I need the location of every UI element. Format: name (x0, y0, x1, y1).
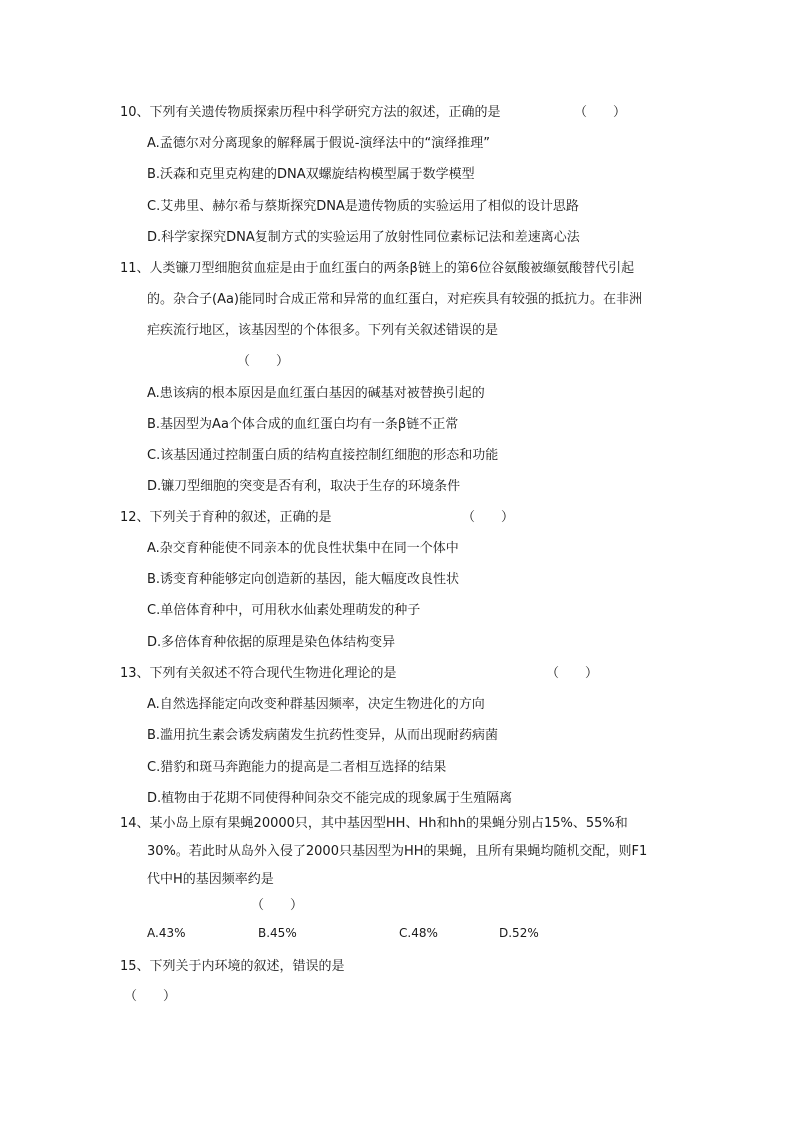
q10-option-d: D.科学家探究DNA复制方式的实验运用了放射性同位素标记法和差速离心法 (147, 230, 580, 245)
q13-option-b: B.滥用抗生素会诱发病菌发生抗药性变异，从而出现耐药病菌 (147, 728, 499, 743)
q12-stem: 12、下列关于育种的叙述，正确的是 (120, 510, 332, 525)
q13-option-d: D.植物由于花期不同使得种间杂交不能完成的现象属于生殖隔离 (147, 791, 513, 806)
q10-option-b: B.沃森和克里克构建的DNA双螺旋结构模型属于数学模型 (147, 167, 475, 182)
q14-option-a: A.43% (147, 926, 186, 940)
q11-option-a: A.患该病的根本原因是血红蛋白基因的碱基对被替换引起的 (147, 386, 485, 401)
q12-answer-paren: （ ） (462, 510, 515, 525)
q12-option-d: D.多倍体育种依据的原理是染色体结构变异 (147, 635, 396, 650)
q11-stem-line3: 疟疾流行地区，该基因型的个体很多。下列有关叙述错误的是 (147, 323, 499, 338)
q15-stem: 15、下列关于内环境的叙述，错误的是 (120, 959, 345, 974)
q14-option-c: C.48% (399, 926, 438, 940)
q11-option-b: B.基因型为Aa个体合成的血红蛋白均有一条β链不正常 (147, 417, 459, 432)
q11-answer-paren: （ ） (237, 354, 290, 369)
q10-stem: 10、下列有关遗传物质探索历程中科学研究方法的叙述，正确的是 (120, 105, 501, 120)
q13-option-a: A.自然选择能定向改变种群基因频率，决定生物进化的方向 (147, 697, 485, 712)
q10-option-c: C.艾弗里、赫尔希与蔡斯探究DNA是遗传物质的实验运用了相似的设计思路 (147, 199, 579, 214)
q12-option-b: B.诱变育种能够定向创造新的基因，能大幅度改良性状 (147, 572, 460, 587)
q11-stem-line2: 的。杂合子(Aa)能同时合成正常和异常的血红蛋白，对疟疾具有较强的抵抗力。在非洲 (147, 292, 643, 307)
q14-stem-line1: 14、某小岛上原有果蝇20000只，其中基因型HH、Hh和hh的果蝇分别占15%、55%和 (120, 816, 628, 831)
q14-answer-paren: （ ） (251, 898, 304, 913)
q14-option-d: D.52% (499, 926, 539, 940)
q13-option-c: C.猎豹和斑马奔跑能力的提高是二者相互选择的结果 (147, 760, 447, 775)
q15-answer-paren: （ ） (124, 989, 177, 1004)
q12-option-a: A.杂交育种能使不同亲本的优良性状集中在同一个体中 (147, 541, 459, 556)
q14-stem-line3: 代中H的基因频率约是 (147, 872, 274, 887)
q14-stem-line2: 30%。若此时从岛外入侵了2000只基因型为HH的果蝇，且所有果蝇均随机交配，则F1 (147, 844, 648, 859)
q14-option-b: B.45% (258, 926, 297, 940)
q11-option-c: C.该基因通过控制蛋白质的结构直接控制红细胞的形态和功能 (147, 448, 499, 463)
q11-option-d: D.镰刀型细胞的突变是否有利，取决于生存的环境条件 (147, 479, 461, 494)
q10-option-a: A.孟德尔对分离现象的解释属于假说-演绎法中的“演绎推理” (147, 136, 490, 151)
q13-stem: 13、下列有关叙述不符合现代生物进化理论的是 (120, 666, 397, 681)
q13-answer-paren: （ ） (546, 666, 599, 681)
q12-option-c: C.单倍体育种中，可用秋水仙素处理萌发的种子 (147, 603, 421, 618)
q10-answer-paren: （ ） (574, 105, 627, 120)
q11-stem-line1: 11、人类镰刀型细胞贫血症是由于血红蛋白的两条β链上的第6位谷氨酸被缬氨酸替代引起 (120, 261, 635, 276)
